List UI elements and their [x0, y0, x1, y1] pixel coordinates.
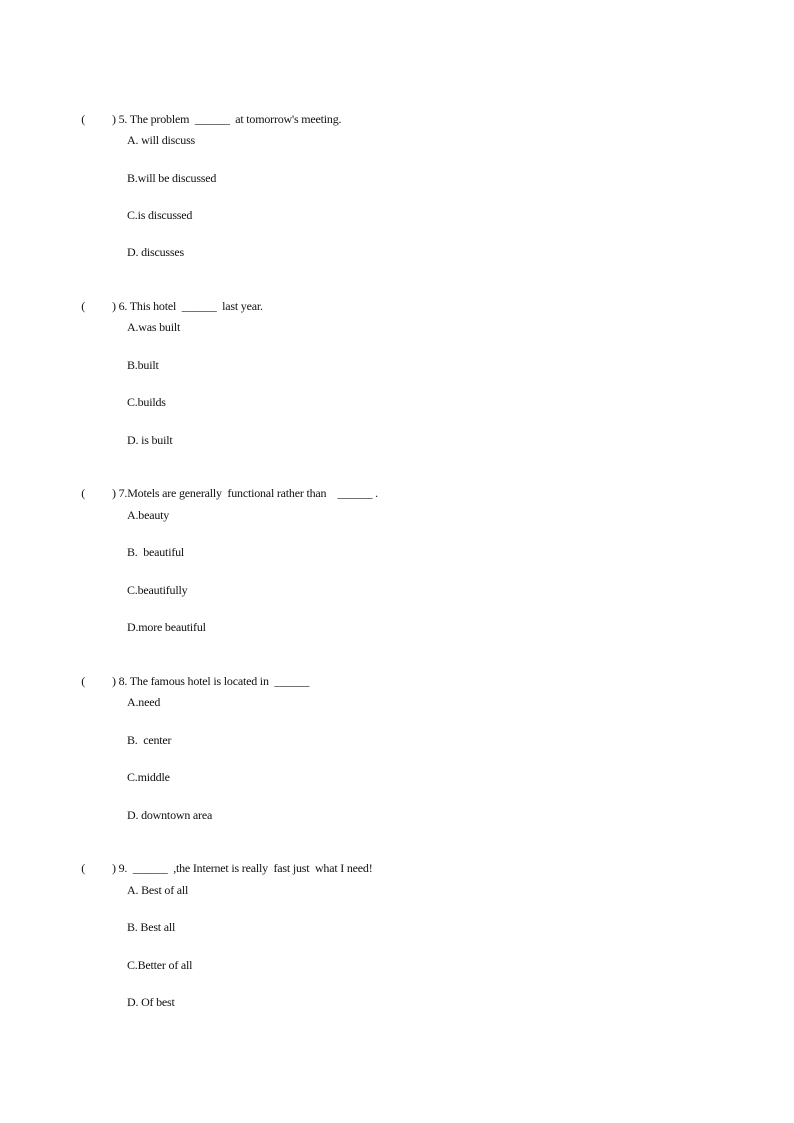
question-stem: ) 7.Motels are generally functional rather than ______ . [112, 486, 378, 500]
answer-paren-open: ( [81, 861, 85, 875]
option-9d: D. Of best [127, 995, 175, 1009]
option-6d: D. is built [127, 433, 173, 447]
question-9 [70, 844, 373, 892]
option-8c: C.middle [127, 770, 170, 784]
option-9b: B. Best all [127, 920, 176, 934]
option-6a: A.was built [127, 320, 181, 334]
option-8d: D. downtown area [127, 808, 213, 822]
question-8 [70, 657, 309, 705]
option-5d: D. discusses [127, 245, 184, 259]
answer-paren-open: ( [81, 486, 85, 500]
option-7a: A.beauty [127, 508, 170, 522]
option-9c: C.Better of all [127, 958, 193, 972]
answer-paren-open: ( [81, 112, 85, 126]
question-stem: ) 6. This hotel ______ last year. [112, 299, 263, 313]
option-9a: A. Best of all [127, 883, 189, 897]
option-8a: A.need [127, 695, 161, 709]
answer-paren-open: ( [81, 674, 85, 688]
question-stem: ) 9. ______ ,the Internet is really fast just what I need! [112, 861, 373, 875]
question-stem: ) 8. The famous hotel is located in ______ [112, 674, 310, 688]
answer-paren-open: ( [81, 299, 85, 313]
question-stem: ) 5. The problem ______ at tomorrow's meeting. [112, 112, 342, 126]
option-8b: B. center [127, 733, 172, 747]
option-7b: B. beautiful [127, 545, 185, 559]
option-6c: C.builds [127, 395, 166, 409]
question-7 [70, 469, 378, 517]
option-7d: D.more beautiful [127, 620, 206, 634]
option-6b: B.built [127, 358, 159, 372]
question-5 [70, 95, 341, 143]
option-5b: B.will be discussed [127, 171, 217, 185]
option-7c: C.beautifully [127, 583, 188, 597]
option-5c: C.is discussed [127, 208, 193, 222]
option-5a: A. will discuss [127, 133, 196, 147]
